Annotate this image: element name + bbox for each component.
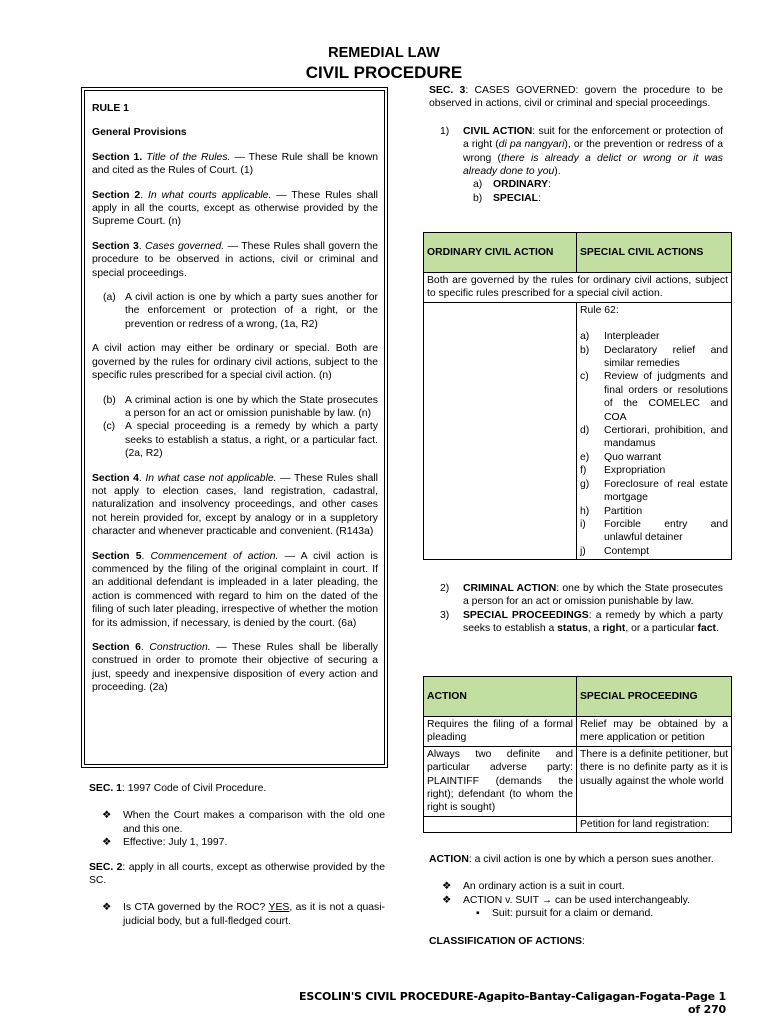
section-2: Section 2. In what courts applicable. — These Rules shall apply in all the courts, except as otherwise provided by the Supreme Court. (n) <box>92 189 378 228</box>
table-cell: Always two definite and particular adverse party: PLAINTIFF (demands the right); defendant (to whom the right is sought) <box>424 746 577 816</box>
rule-number: RULE 1 <box>92 103 129 114</box>
page-number: 1 <box>718 990 726 1003</box>
sec-3-note: SEC. 3: CASES GOVERNED: govern the procedure to be observed in actions, civil or criminal and special proceedings. <box>429 85 724 110</box>
list-item: f) Expropriation <box>580 465 666 477</box>
list-item: j) Contempt <box>580 545 650 557</box>
list-item: c) Review of judgments and final orders or resolutions of the COMELEC and COA <box>580 371 728 423</box>
action-vs-proceeding-table <box>423 676 732 833</box>
section-3-a-list <box>92 291 378 331</box>
special-civil-actions-header: SPECIAL CIVIL ACTIONS <box>577 233 732 273</box>
diamond-bullet-icon: ❖ <box>102 902 112 914</box>
list-item: b) Declaratory relief and similar remedies <box>580 344 728 370</box>
civil-actions-table <box>423 232 732 560</box>
criminal-action-item: 2) CRIMINAL ACTION: one by which the State prosecutes a person for an act or omission punishable by law. <box>440 583 723 608</box>
classification-heading: CLASSIFICATION OF ACTIONS: <box>429 935 585 947</box>
right-notes-middle <box>429 582 723 636</box>
civil-actions-list-row <box>424 302 732 559</box>
civil-action-item: 1) CIVIL ACTION: suit for the enforcement or protection of a right (di pa nangyari), or the prevention or redress of a wrong (there is already a delict or wrong or it was already done to you). <box>440 125 724 178</box>
action-header: ACTION <box>424 677 577 717</box>
list-item: e) Quo warrant <box>580 451 662 463</box>
subject-title: REMEDIAL LAW <box>328 45 440 61</box>
special-actions-list <box>580 330 728 558</box>
section-3-item-c: (c) A special proceeding is a remedy by which a party seeks to establish a status, a right, or a particular fact. (2a, R2) <box>103 421 378 460</box>
diamond-bullet-icon: ❖ <box>442 894 452 906</box>
table-cell: There is a definite petitioner, but there is no definite party as it is usually against the whole world <box>577 746 732 816</box>
diamond-bullet-icon: ❖ <box>442 881 452 893</box>
sec-1-bullet-1: ❖ When the Court makes a comparison with the old one and this one. <box>102 810 385 835</box>
rule-heading: General Provisions <box>92 127 187 139</box>
action-definition: ACTION: a civil action is one by which a person sues another. <box>429 854 714 865</box>
page-total: 270 <box>703 1003 726 1016</box>
section-6: Section 6. Construction. — These Rules shall be liberally construed in order to promote their objective of securing a just, speedy and inexpensive disposition of every action and proceeding. (2a) <box>92 642 378 694</box>
list-item: g) Foreclosure of real estate mortgage <box>580 478 728 504</box>
section-1: Section 1. Title of the Rules. — These Rule shall be known and cited as the Rules of Court. (1) <box>92 151 378 177</box>
sec-2-bullet: ❖ Is CTA governed by the ROC? YES, as it is not a quasi-judicial body, but a full-fledged court. <box>102 902 385 927</box>
table-cell: Petition for land registration: <box>577 816 732 832</box>
list-item: a) Interpleader <box>580 331 660 343</box>
table-cell: Requires the filing of a formal pleading <box>424 717 577 747</box>
ordinary-subitem: a) ORDINARY: <box>473 179 551 191</box>
right-notes-bottom <box>429 853 723 948</box>
diamond-bullet-icon: ❖ <box>102 810 112 822</box>
left-notes <box>89 782 385 928</box>
table-row <box>424 816 732 832</box>
list-item: i) Forcible entry and unlawful detainer <box>580 518 728 544</box>
special-proceedings-item: 3) SPECIAL PROCEEDINGS: a remedy by which a party seeks to establish a status, a right, or a particular fact. <box>440 609 723 635</box>
ordinary-civil-action-header: ORDINARY CIVIL ACTION <box>424 233 577 273</box>
table-cell: Relief may be obtained by a mere application or petition <box>577 717 732 747</box>
page-footer: ESCOLIN'S CIVIL PROCEDURE-Agapito-Bantay-Caligagan-Fogata-Page 1 of 270 <box>299 990 726 1016</box>
action-bullet-2: ❖ ACTION v. SUIT → can be used interchangeably. <box>442 894 690 906</box>
section-4: Section 4. In what case not applicable. — These Rules shall not apply to election cases, land registration, cadastral, naturalization and insolvency proceedings, and other cases not herein provided for, except by analogy or in a suppletory character and whenever practicable and convenient. (R143a) <box>92 472 378 538</box>
rule-62-ref: Rule 62: <box>580 304 619 316</box>
rule-1-box <box>81 87 388 768</box>
table-cell <box>424 816 577 832</box>
table-row <box>424 746 732 816</box>
section-3-item-a: (a) A civil action is one by which a party sues another for the enforcement or protection of a right, or the prevention or redress of a wrong, (1a, R2) <box>103 292 378 330</box>
civil-actions-header-row <box>424 233 732 273</box>
diamond-bullet-icon: ❖ <box>102 837 112 849</box>
list-item: d) Certiorari, prohibition, and mandamus <box>580 425 728 450</box>
section-3: Section 3. Cases governed. — These Rules shall govern the procedure to be observed in actions, civil or criminal and special proceedings. <box>92 240 379 279</box>
section-3-item-b: (b) A criminal action is one by which the State prosecutes a person for an act or omission punishable by law. (n) <box>103 394 378 419</box>
special-proceeding-header: SPECIAL PROCEEDING <box>577 677 732 717</box>
rule-1-box-inner <box>84 90 385 765</box>
square-bullet-icon: ▪ <box>476 908 480 920</box>
sec-1-bullet-2: ❖ Effective: July 1, 1997. <box>102 837 228 849</box>
list-item: h) Partition <box>580 505 643 517</box>
special-subitem: b) SPECIAL: <box>473 192 541 204</box>
sec-2-note: SEC. 2: apply in all courts, except as otherwise provided by the SC. <box>89 861 385 887</box>
suit-definition: ▪ Suit: pursuit for a claim or demand. <box>476 908 654 920</box>
section-3-note: A civil action may either be ordinary or special. Both are governed by the rules for ordinary civil actions, subject to the specific rules prescribed for a special civil action. (n) <box>92 343 378 382</box>
right-notes-top <box>429 84 723 205</box>
ordinary-empty-cell <box>424 302 577 559</box>
section-3-bc-list <box>92 394 378 461</box>
action-bullet-1: ❖ An ordinary action is a suit in court. <box>442 881 625 893</box>
section-5: Section 5. Commencement of action. — A civil action is commenced by the filing of the original complaint in court. If an additional defendant is impleaded in a later pleading, the action is commenced with regard to him on the dated of the filing of such later pleading, irrespective of whether the motion for its admission, if necessary, is denied by the court. (6a) <box>92 550 378 629</box>
document-title: CIVIL PROCEDURE <box>305 63 463 82</box>
special-actions-list-cell <box>577 302 732 559</box>
civil-actions-span-row <box>424 273 732 303</box>
action-table-header-row <box>424 677 732 717</box>
civil-actions-span-cell: Both are governed by the rules for ordinary civil actions, subject to specific rules prescribed for a special civil action. <box>424 273 732 303</box>
sec-1-note: SEC. 1: 1997 Code of Civil Procedure. <box>89 783 267 794</box>
table-row <box>424 717 732 747</box>
